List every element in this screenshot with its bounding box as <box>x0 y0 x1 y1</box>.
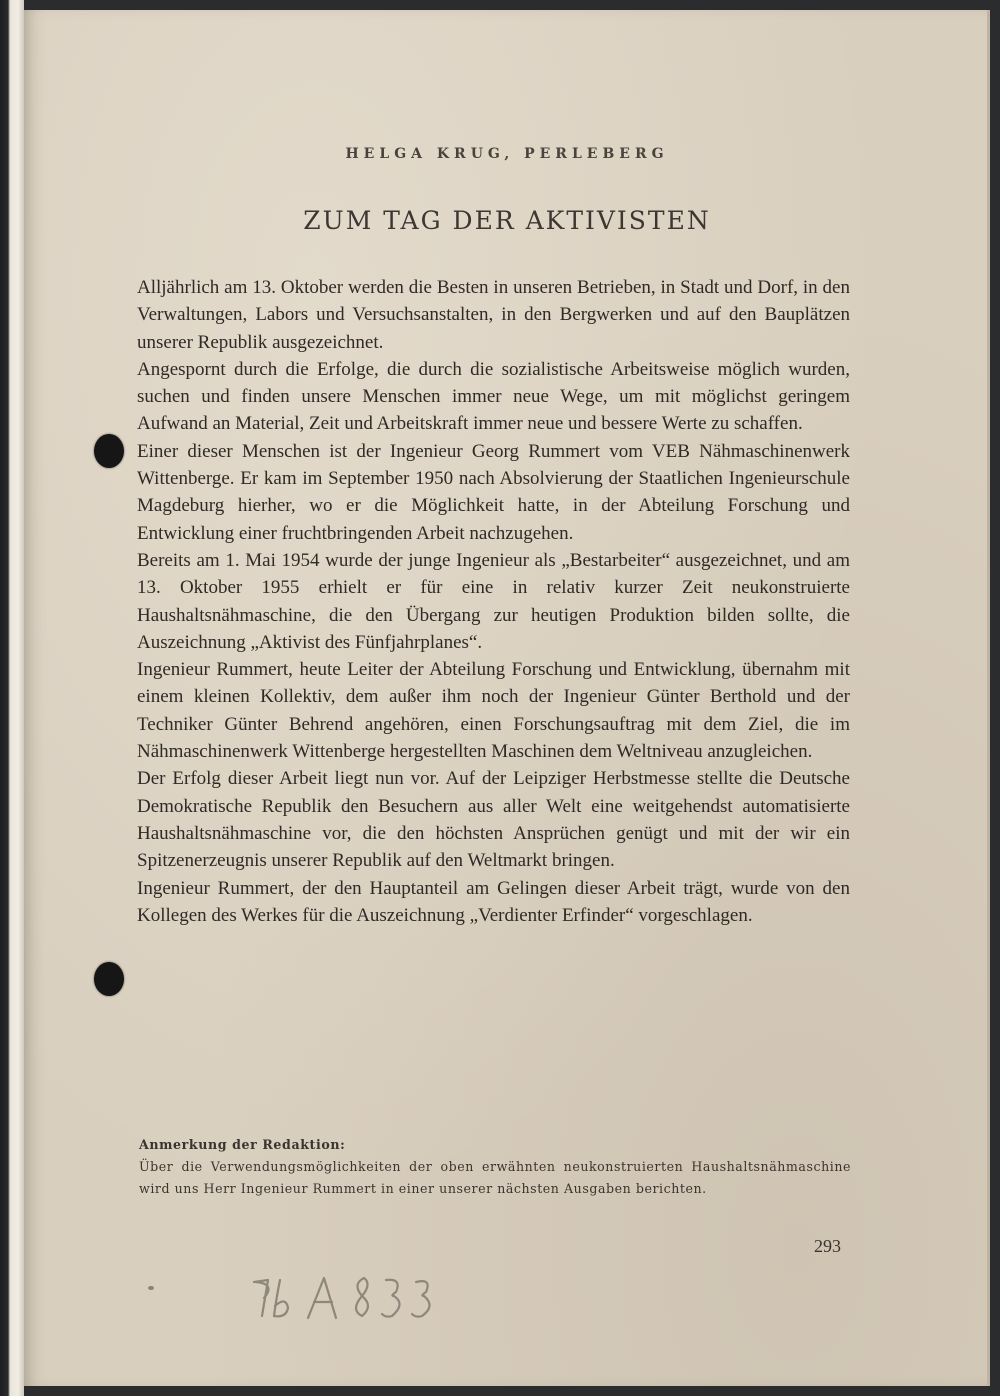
article-body <box>137 274 850 929</box>
paragraph-5: Ingenieur Rummert, heute Leiter der Abteilung Forschung und Entwicklung, übernahm mit einem kleinen Kollektiv, dem außer ihm noch der Ingenieur Günter Berthold und der Techniker Günter Behrend angehören, einen Forschungsauftrag mit dem Ziel, die im Nähmaschinenwerk Wittenberge hergestellten Maschinen dem Weltniveau anzugleichen. <box>137 659 850 763</box>
punch-hole-upper <box>94 434 124 468</box>
paragraph-1: Alljährlich am 13. Oktober werden die Besten in unseren Betrieben, in Stadt und Dorf, in den Verwaltungen, Labors und Versuchsanstalten, in den Bergwerken und auf den Bauplätzen unserer Republik ausgezeichnet. <box>137 277 850 353</box>
paragraph-7: Ingenieur Rummert, der den Hauptanteil am Gelingen dieser Arbeit trägt, wurde von den Kollegen des Werkes für die Auszeichnung „Verdienter Erfinder“ vorgeschlagen. <box>137 877 850 926</box>
paragraph-6: Der Erfolg dieser Arbeit liegt nun vor. Auf der Leipziger Herbstmesse stellte die Deutsche Demokratische Republik den Besuchern aus aller Welt eine weitgehendst automatisierte Haushaltsnähmaschine vor, die den höchsten Ansprüchen genügt und mit der wir ein Spitzenerzeugnis unserer Republik auf den Weltmarkt bringen. <box>137 768 850 872</box>
document-page <box>24 10 990 1386</box>
editorial-note-heading: Anmerkung der Redaktion: <box>139 1137 346 1152</box>
punch-hole-lower <box>94 962 124 996</box>
paragraph-3: Einer dieser Menschen ist der Ingenieur Georg Rummert vom VEB Nähmaschinenwerk Wittenberge. Er kam im September 1950 nach Absolvierung der Staatlichen Ingenieurschule Magdeburg hierher, wo er die Möglichkeit hatte, in der Abteilung Forschung und Entwicklung einer fruchtbringenden Arbeit nachzugehen. <box>137 440 850 544</box>
author-line: HELGA KRUG, PERLEBERG <box>345 146 669 162</box>
page-number: 293 <box>814 1236 841 1256</box>
paragraph-4: Bereits am 1. Mai 1954 wurde der junge Ingenieur als „Bestarbeiter“ ausgezeichnet, und am 13. Oktober 1955 erhielt er für eine in relativ kurzer Zeit neukonstruierte Haushaltsnähmaschine, die den Übergang zur heutigen Produktion bilden sollte, die Auszeichnung „Aktivist des Fünfjahrplanes“. <box>137 549 850 653</box>
paragraph-2: Angespornt durch die Erfolge, die durch die sozialistische Arbeitsweise möglich wurden, suchen und finden unsere Menschen immer neue Wege, um mit möglichst geringem Aufwand an Material, Zeit und Arbeitskraft immer neue und bessere Werte zu schaffen. <box>137 358 850 435</box>
article-title: ZUM TAG DER AKTIVISTEN <box>303 206 711 235</box>
archive-signature-mark <box>246 1266 446 1336</box>
left-cover-edge <box>0 0 24 1396</box>
pencil-mark <box>148 1286 154 1290</box>
editorial-note <box>139 1134 851 1200</box>
editorial-note-text: Über die Verwendungsmöglichkeiten der oben erwähnten neukonstruierten Haushaltsnähmaschine wird uns Herr Ingenieur Rummert in einer unserer nächsten Ausgaben berichten. <box>139 1159 851 1196</box>
